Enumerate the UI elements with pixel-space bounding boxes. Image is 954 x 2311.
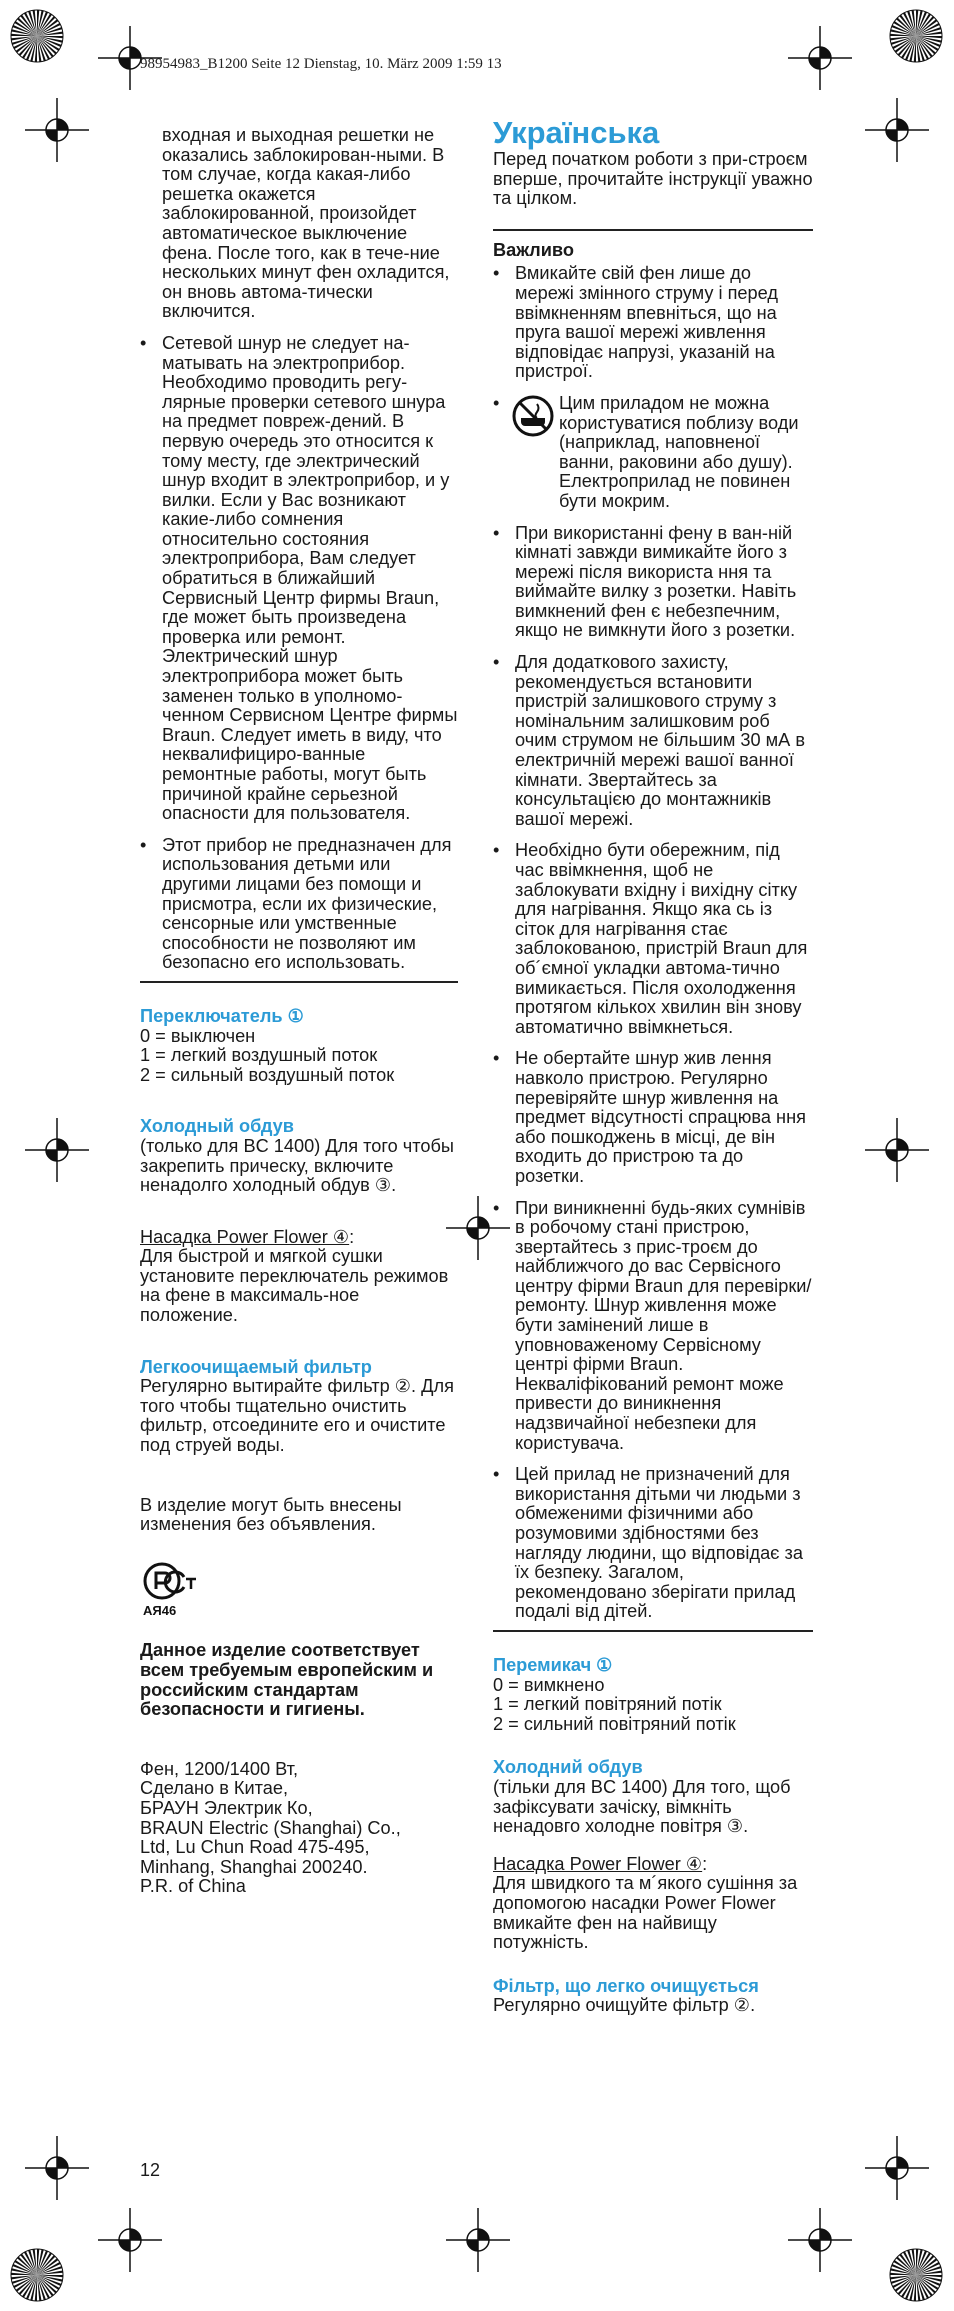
ua-cold-text: (тільки для BC 1400) Для того, щоб зафіксувати зачіску, вімкніть ненадовго холодне повітря ③.: [493, 1776, 791, 1837]
crosshair-registration-icon: [865, 98, 929, 162]
ua-bullet-item: • При використанні фену в ван-ній кімнаті завжди вимикайте його з мережі після використа ння та виймайте вилку з розетки. Навіть вимкнений фен є небезпечним, якщо не вимкнути його з розетки.: [493, 524, 813, 642]
crosshair-registration-icon: [788, 2208, 852, 2272]
no-bath-warning-icon: [511, 394, 555, 438]
ua-bullet-list: [493, 264, 813, 1622]
ua-nozzle-colon: :: [702, 1853, 708, 1874]
ua-switch-line: 0 = вимкнено: [493, 1674, 605, 1695]
ru-switch-heading: Переключатель ①: [140, 1005, 304, 1026]
ru-bullet-item: • Сетевой шнур не следует на-матывать на электроприбор. Необходимо проводить регу-лярные проверки сетевого шнура на предмет повреж-дений. В первую очередь это относится к тому месту, где электрический шнур входит в электроприбор, и у вилки. Если у Вас возникают какие-либо сомнения относительно состояния электроприбора, Вам следует обратиться в ближайший Сервисный Центр фирмы Braun, где может быть произведена проверка или ремонт. Электрический шнур электроприбора может быть заменен только в уполномо-ченном Сервисном Центре фирмы Braun. Следует иметь в виду, что неквалифициро-ванные ремонтные работы, могут быть причиной крайне серьезной опасности для пользователя.: [140, 334, 458, 824]
ua-switch-heading: Перемикач ①: [493, 1654, 613, 1675]
page-number: 12: [140, 2160, 161, 2180]
crosshair-registration-icon: [865, 1118, 929, 1182]
starburst-registration-icon: [884, 2243, 948, 2307]
ru-nozzle-title: Насадка Power Flower ④: [140, 1226, 350, 1247]
crosshair-registration-icon: [98, 2208, 162, 2272]
ru-bullet-item: • Этот прибор не предназначен для использования детьми или другими лицами без помощи и присмотра, если их физические, сенсорные или умственные способности не позволяют им безопасно его использовать.: [140, 836, 458, 973]
starburst-registration-icon: [5, 2243, 69, 2307]
ru-mfr-line: Ltd, Lu Chun Road 475-495,: [140, 1837, 370, 1858]
ua-bullet-item: • Необхідно бути обережним, під час ввімкнення, щоб не заблокувати вхідну і вихідну сітку для нагрівання. Якщо яка сь із сіток для нагрівання стає заблокованою, пристрій Braun для об´ємної укладки автома-тично вимикається. Після охолодження протягом кількох хвилин він знову автоматично ввімкнеться.: [493, 841, 813, 1037]
ua-divider-2: [493, 1630, 813, 1632]
ua-important-heading: Важливо: [493, 239, 574, 260]
ru-changes-note: В изделие могут быть внесены изменения без объявления.: [140, 1494, 402, 1535]
ua-intro-text: Перед початком роботи з при-строєм вперше, прочитайте інструкції уважно та цілком.: [493, 149, 813, 209]
ua-divider: [493, 229, 813, 231]
ru-mfr-line: Сделано в Китае,: [140, 1778, 289, 1799]
ru-filter-heading: Легкоочищаемый фильтр: [140, 1356, 372, 1377]
ru-cold-text: (только для BC 1400) Для того чтобы закрепить прическу, включите ненадолго холодный обдув ③.: [140, 1135, 455, 1196]
ua-bullet-item-icon: [493, 394, 813, 512]
ua-water-warning-text: • Цим приладом не можна користуватися поблизу води (наприклад, наповненої ванни, раковини або душу). Електроприлад не повинен бути мокрим.: [559, 392, 799, 511]
ua-bullet-item: • Для додаткового захисту, рекомендується встановити пристрій залишкового струму з номінальним залишковим роб очим струмом не більшим 30 мА в електричній мережі вашої ванної кімнати. Звертайтесь за консультацією до монтажників вашої мережі.: [493, 653, 813, 829]
ua-bullet-item: • При виникненні будь-яких сумнівів в робочому стані пристрою, звертайтесь з прис-троєм до найближчого до вас Сервісного центру фірми Braun для перевірки/ремонту. Шнур живлення може бути замінений лише в уповноваженому Сервісному центрі фірми Braun. Некваліфікований ремонт може привести до виникнення надзвичайної небезпеки для користувача.: [493, 1199, 813, 1454]
ukrainian-column: [493, 116, 813, 2016]
ru-mfr-line: Фен, 1200/1400 Вт,: [140, 1758, 299, 1779]
pct-certification-icon: [140, 1559, 200, 1619]
ru-switch-line: 0 = выключен: [140, 1025, 256, 1046]
svg-text:AЯ46: AЯ46: [143, 1602, 177, 1618]
crosshair-registration-icon: [25, 1118, 89, 1182]
print-header: 98954983_B1200 Seite 12 Dienstag, 10. März 2009 1:59 13: [140, 56, 502, 72]
ua-nozzle-title: Насадка Power Flower ④: [493, 1853, 703, 1874]
ru-mfr-line: P.R. of China: [140, 1876, 246, 1897]
ru-bullet-list: [140, 334, 458, 973]
ru-cold-heading: Холодный обдув: [140, 1116, 294, 1137]
ru-nozzle-text: Для быстрой и мягкой сушки установите переключатель режимов на фене в максималь-ное положение.: [140, 1246, 449, 1326]
ua-cold-heading: Холодний обдув: [493, 1757, 643, 1778]
ru-switch-line: 1 = легкий воздушный поток: [140, 1045, 378, 1066]
ua-nozzle-title-line: [493, 1855, 813, 1875]
ru-mfr-line: БРАУН Электрик Ко,: [140, 1797, 313, 1818]
ru-divider: [140, 981, 458, 983]
ua-filter-heading: Фільтр, що легко очищується: [493, 1975, 759, 1996]
crosshair-registration-icon: [25, 98, 89, 162]
starburst-registration-icon: [5, 4, 69, 68]
ua-water-warning-row: [515, 394, 813, 512]
ru-nozzle-colon: :: [349, 1226, 355, 1247]
ua-language-heading: Українська: [493, 115, 660, 150]
ua-nozzle-text: Для швидкого та м´якого сушіння за допомогою насадки Power Flower вмикайте фен на найвищу потужність.: [493, 1873, 798, 1953]
ua-bullet-item: • Вмикайте свій фен лише до мережі змінного струму і перед ввімкненням впевніться, що на пруга вашої мережі живлення відповідає напрузі, указаній на пристрої.: [493, 264, 813, 382]
russian-column: [140, 126, 458, 1897]
ru-filter-text: Регулярно вытирайте фильтр ②. Для того чтобы тщательно очистить фильтр, отсоедините его и очистите под струей воды.: [140, 1376, 454, 1456]
ua-bullet-item: • Цей прилад не призначений для використання дітьми чи людьми з обмеженими фізичними або розумовими здібностями без нагляду людини, що відповідає за їх безпеку. Загалом, рекомендовано зберігати прилад подалі від дітей.: [493, 1465, 813, 1622]
ru-intro-text: входная и выходная решетки не оказались заблокирован-ными. В том случае, когда какая-либо решетка окажется заблокированной, произойдет автоматическое выключение фена. После того, как в тече-ние нескольких минут фен охладится, он вновь автома-тически включится.: [162, 125, 450, 322]
crosshair-registration-icon: [865, 2136, 929, 2200]
ua-filter-text: Регулярно очищуйте фільтр ②.: [493, 1995, 756, 2016]
starburst-registration-icon: [884, 4, 948, 68]
ua-switch-line: 1 = легкий повітряний потік: [493, 1694, 722, 1715]
crosshair-registration-icon: [446, 2208, 510, 2272]
ru-nozzle-title-line: [140, 1228, 458, 1248]
crosshair-registration-icon: [788, 26, 852, 90]
ru-mfr-line: BRAUN Electric (Shanghai) Co.,: [140, 1817, 401, 1838]
ru-mfr-line: Minhang, Shanghai 200240.: [140, 1856, 368, 1877]
ru-switch-line: 2 = сильный воздушный поток: [140, 1064, 395, 1085]
ua-bullet-item: • Не обертайте шнур жив лення навколо пристрою. Регулярно перевіряйте шнур живлення на предмет відсутності спрацюва ння або пошкоджень в місці, де він входить до пристрою та до розетки.: [493, 1049, 813, 1186]
crosshair-registration-icon: [25, 2136, 89, 2200]
ua-switch-line: 2 = сильний повітряний потік: [493, 1713, 736, 1734]
ru-cert-text: Данное изделие соответствует всем требуемым европейским и российским стандартам безопасности и гигиены.: [140, 1640, 434, 1720]
